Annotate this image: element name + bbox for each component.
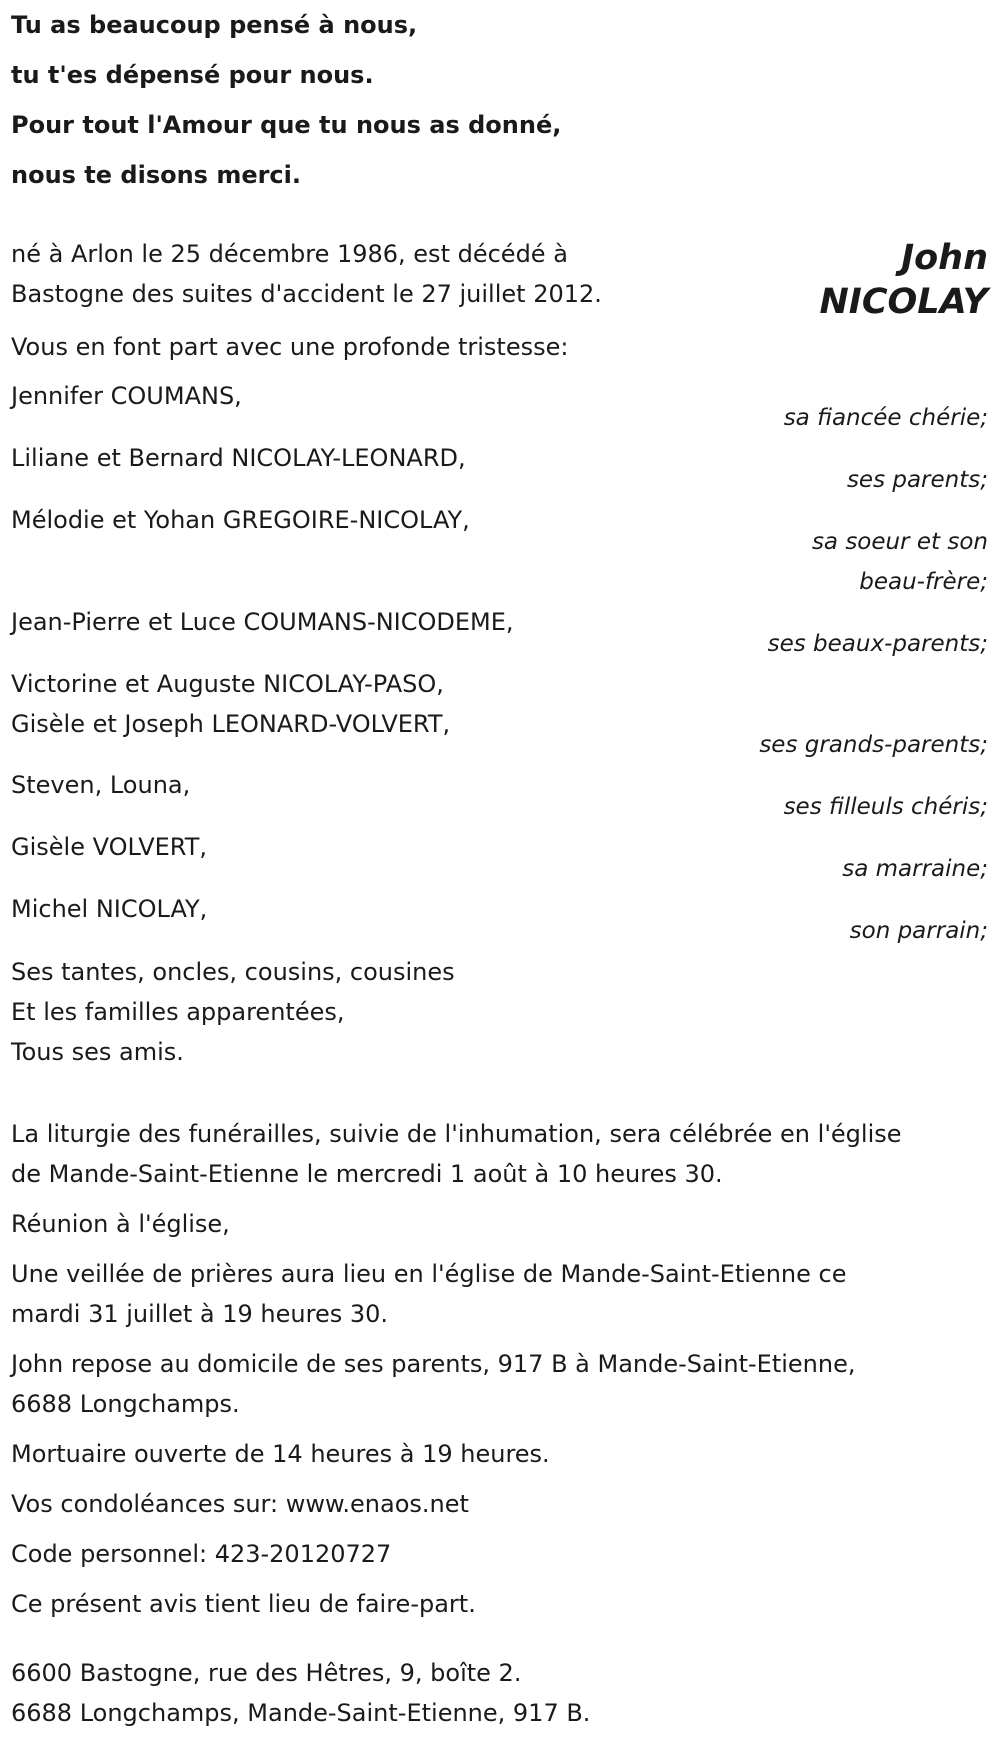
extended-family-line: Et les familles apparentées, <box>11 998 345 1026</box>
family-name-line: Liliane et Bernard NICOLAY-LEONARD, <box>11 444 466 472</box>
family-names <box>11 500 470 540</box>
poem-line: nous te disons merci. <box>11 161 302 189</box>
relation-line: ses filleuls chéris; <box>783 794 988 820</box>
addresses <box>11 1653 988 1733</box>
ceremony-paragraph <box>11 1344 988 1424</box>
ceremony-paragraph <box>11 1254 988 1334</box>
ceremony-paragraph <box>11 1534 988 1574</box>
relation-line: sa soeur et son <box>811 529 988 555</box>
ceremony-line: de Mande-Saint-Etienne le mercredi 1 août à 10 heures 30. <box>11 1160 723 1188</box>
relation-line: ses grands-parents; <box>759 732 988 758</box>
family-name-line: Mélodie et Yohan GREGOIRE-NICOLAY, <box>11 506 470 534</box>
relation-line: ses parents; <box>846 467 988 493</box>
ceremony-line: 6688 Longchamps. <box>11 1390 240 1418</box>
ceremony-paragraph <box>11 1204 988 1244</box>
address-line: 6688 Longchamps, Mande-Saint-Etienne, 917 B. <box>11 1699 591 1727</box>
ceremony-line: mardi 31 juillet à 19 heures 30. <box>11 1300 389 1328</box>
relation-line: sa fiancée chérie; <box>783 405 988 431</box>
family-names <box>11 889 207 929</box>
relation-line: sa marraine; <box>842 856 988 882</box>
family-name-line: Jean-Pierre et Luce COUMANS-NICODEME, <box>11 608 514 636</box>
relation-line: ses beaux-parents; <box>767 631 988 657</box>
ceremony-paragraph <box>11 1114 988 1194</box>
family-name-line: Victorine et Auguste NICOLAY-PASO, <box>11 670 444 698</box>
ceremony-line: John repose au domicile de ses parents, 917 B à Mande-Saint-Etienne, <box>11 1350 856 1378</box>
intro-line: Bastogne des suites d'accident le 27 juillet 2012. <box>11 280 602 308</box>
extended-family-line: Tous ses amis. <box>11 1038 184 1066</box>
family-name-line: Steven, Louna, <box>11 771 191 799</box>
ceremony-paragraph <box>11 1584 988 1624</box>
family-names <box>11 438 466 478</box>
family-relation <box>842 849 988 889</box>
family-names <box>11 827 207 867</box>
family-relation <box>759 725 988 765</box>
condolences-line: Vos condoléances sur: www.enaos.net <box>11 1490 469 1518</box>
family-relation <box>768 624 988 664</box>
ceremony-paragraph <box>11 1484 988 1524</box>
family-relation <box>784 787 988 827</box>
family-relation <box>847 460 988 500</box>
announcement: Vous en font part avec une profonde tristesse: <box>11 333 569 361</box>
deceased-first-name: John <box>901 238 988 278</box>
relation-line: son parrain; <box>849 918 988 944</box>
ceremony-line: Une veillée de prières aura lieu en l'église de Mande-Saint-Etienne ce <box>11 1260 847 1288</box>
personal-code-line: Code personnel: 423-20120727 <box>11 1540 392 1568</box>
ceremony-line: La liturgie des funérailles, suivie de l'inhumation, sera célébrée en l'église <box>11 1120 902 1148</box>
intro-line: né à Arlon le 25 décembre 1986, est décédé à <box>11 240 568 268</box>
family-names <box>11 376 242 416</box>
ceremony-line: Mortuaire ouverte de 14 heures à 19 heures. <box>11 1440 550 1468</box>
family-names <box>11 602 514 642</box>
family-relation <box>850 911 988 951</box>
poem <box>11 0 561 200</box>
family-names <box>11 765 190 805</box>
family-name-line: Michel NICOLAY, <box>11 895 208 923</box>
relation-line: beau-frère; <box>859 569 988 595</box>
poem-line: Tu as beaucoup pensé à nous, <box>11 11 418 39</box>
address-line: 6600 Bastogne, rue des Hêtres, 9, boîte 2. <box>11 1659 522 1687</box>
deceased-name <box>820 236 988 324</box>
extended-family <box>11 952 988 1072</box>
ceremony-info <box>11 1114 988 1624</box>
family-relation <box>784 398 988 438</box>
ceremony-line: Réunion à l'église, <box>11 1210 230 1238</box>
family-name-line: Gisèle VOLVERT, <box>11 833 208 861</box>
ceremony-paragraph <box>11 1434 988 1474</box>
family-relation <box>812 522 988 602</box>
poem-line: Pour tout l'Amour que tu nous as donné, <box>11 111 562 139</box>
family-name-line: Jennifer COUMANS, <box>11 382 242 410</box>
poem-line: tu t'es dépensé pour nous. <box>11 61 374 89</box>
extended-family-line: Ses tantes, oncles, cousins, cousines <box>11 958 455 986</box>
deceased-last-name: NICOLAY <box>819 282 988 322</box>
intro-text <box>11 234 711 314</box>
family-name-line: Gisèle et Joseph LEONARD-VOLVERT, <box>11 710 451 738</box>
ceremony-line: Ce présent avis tient lieu de faire-part. <box>11 1590 476 1618</box>
family-names <box>11 664 450 744</box>
